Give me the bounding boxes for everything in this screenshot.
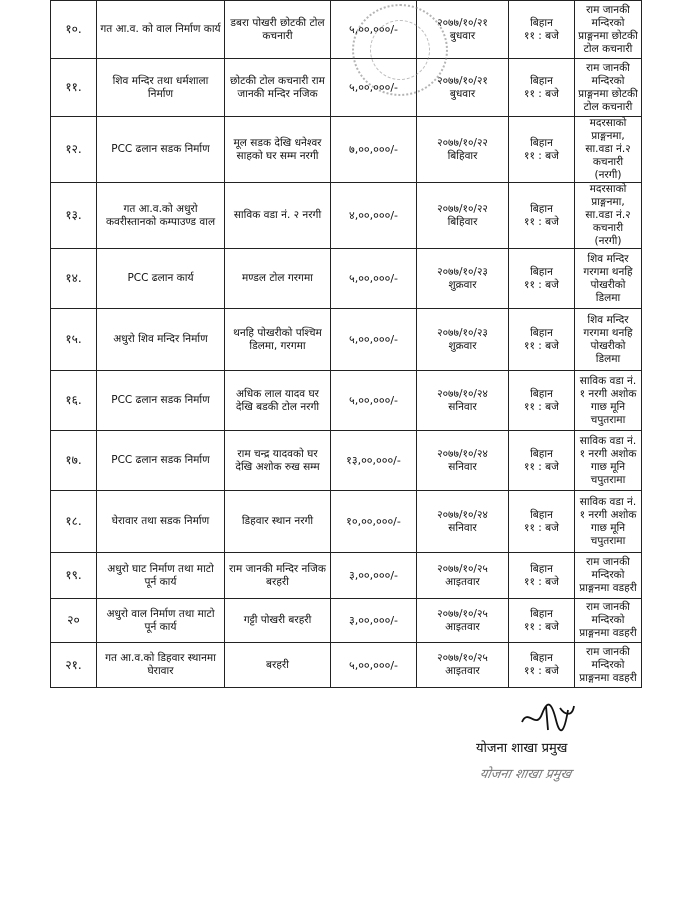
weekday-text: आइतवार <box>445 620 480 633</box>
location-cell: गट्टी पोखरी बरहरी <box>225 599 331 643</box>
serial-number-cell: १६. <box>51 371 97 431</box>
schedule-table <box>50 0 642 688</box>
handwritten-signature <box>518 700 578 736</box>
project-name-cell: गत आ.व.को अधुरो कवरीस्तानको कम्पाउण्ड वाल <box>97 183 225 249</box>
venue-cell: राम जानकी मन्दिरको प्राङ्गनमा वडहरी <box>575 599 642 643</box>
signatory-stamp-text: योजना शाखा प्रमुख <box>478 767 573 782</box>
amount-cell: १०,००,०००/- <box>331 491 417 553</box>
venue-cell: शिव मन्दिर गरगमा थनहि पोखरीको डिलमा <box>575 309 642 371</box>
weekday-text: बुधवार <box>449 87 476 100</box>
project-name-cell: PCC ढलान सडक निर्माण <box>97 371 225 431</box>
time-period-text: बिहान <box>530 265 553 278</box>
date-text: २०७७/१०/२२ <box>437 136 488 149</box>
serial-number-cell: १९. <box>51 553 97 599</box>
location-cell: थनहि पोखरीको पश्चिम डिलमा, गरगमा <box>225 309 331 371</box>
venue-cell: मदरसाको प्राङ्गनमा, सा.वडा नं.२ कचनारी (नरगी) <box>575 117 642 183</box>
date-cell <box>417 371 509 431</box>
serial-number-cell: १०. <box>51 1 97 59</box>
time-hour-text: ११ : बजे <box>524 400 559 413</box>
weekday-text: सनिवार <box>448 521 477 534</box>
time-hour-text: ११ : बजे <box>524 665 559 677</box>
venue-cell: शिव मन्दिर गरगमा थनहि पोखरीको डिलमा <box>575 249 642 309</box>
location-cell: डिहवार स्थान नरगी <box>225 491 331 553</box>
location-cell: बरहरी <box>225 643 331 688</box>
weekday-text: आइतवार <box>445 665 480 677</box>
time-period-text: बिहान <box>530 74 553 87</box>
office-seal-stamp <box>352 4 448 96</box>
date-text: २०७७/१०/२३ <box>437 265 488 278</box>
weekday-text: बिहिवार <box>447 149 478 162</box>
time-period-text: बिहान <box>530 202 553 215</box>
date-cell <box>417 249 509 309</box>
time-cell <box>509 59 575 117</box>
table-row <box>51 1 642 59</box>
time-cell <box>509 183 575 249</box>
serial-number-cell: १५. <box>51 309 97 371</box>
table-row <box>51 309 642 371</box>
amount-cell: ५,००,०००/- <box>331 249 417 309</box>
venue-cell: साविक वडा नं. १ नरगी अशोक गाछ मूनि चपुतरामा <box>575 371 642 431</box>
location-cell: साविक वडा नं. २ नरगी <box>225 183 331 249</box>
venue-cell: राम जानकी मन्दिरको प्राङ्गनमा वडहरी <box>575 643 642 688</box>
project-name-cell: PCC ढलान सडक निर्माण <box>97 117 225 183</box>
amount-cell: ३,००,०००/- <box>331 553 417 599</box>
date-cell <box>417 599 509 643</box>
project-name-cell: शिव मन्दिर तथा धर्मशाला निर्माण <box>97 59 225 117</box>
amount-cell: ५,००,०००/- <box>331 371 417 431</box>
time-cell <box>509 431 575 491</box>
venue-cell: राम जानकी मन्दिरको प्राङ्गनमा छोटकी टोल कचनारी <box>575 1 642 59</box>
time-hour-text: ११ : बजे <box>524 575 559 588</box>
time-hour-text: ११ : बजे <box>524 87 559 100</box>
time-hour-text: ११ : बजे <box>524 278 559 291</box>
serial-number-cell: १३. <box>51 183 97 249</box>
time-period-text: बिहान <box>530 562 553 575</box>
amount-cell: ५,००,०००/- <box>331 59 417 117</box>
time-period-text: बिहान <box>530 326 553 339</box>
amount-cell: ४,००,०००/- <box>331 183 417 249</box>
date-text: २०७७/१०/२२ <box>437 202 488 215</box>
venue-cell: साविक वडा नं. १ नरगी अशोक गाछ मूनि चपुतरामा <box>575 491 642 553</box>
serial-number-cell: १७. <box>51 431 97 491</box>
serial-number-cell: २१. <box>51 643 97 688</box>
project-name-cell: गत आ.व.को डिहवार स्थानमा घेरावार <box>97 643 225 688</box>
table-row <box>51 59 642 117</box>
serial-number-cell: ११. <box>51 59 97 117</box>
venue-cell: मदरसाको प्राङ्गनमा, सा.वडा नं.२ कचनारी (नरगी) <box>575 183 642 249</box>
signatory-title: योजना शाखा प्रमुख <box>476 741 568 756</box>
table-row <box>51 117 642 183</box>
date-cell <box>417 309 509 371</box>
project-name-cell: घेरावार तथा सडक निर्माण <box>97 491 225 553</box>
table-row <box>51 371 642 431</box>
amount-cell: १३,००,०००/- <box>331 431 417 491</box>
time-cell <box>509 553 575 599</box>
venue-cell: राम जानकी मन्दिरको प्राङ्गनमा छोटकी टोल कचनारी <box>575 59 642 117</box>
serial-number-cell: २० <box>51 599 97 643</box>
venue-cell: साविक वडा नं. १ नरगी अशोक गाछ मूनि चपुतरामा <box>575 431 642 491</box>
serial-number-cell: १८. <box>51 491 97 553</box>
weekday-text: बुधवार <box>449 29 476 42</box>
table-row <box>51 431 642 491</box>
time-hour-text: ११ : बजे <box>524 339 559 352</box>
location-cell: छोटकी टोल कचनारी राम जानकी मन्दिर नजिक <box>225 59 331 117</box>
table-row <box>51 249 642 309</box>
date-text: २०७७/१०/२५ <box>437 652 488 664</box>
location-cell: अधिक लाल यादव घर देखि बडकी टोल नरगी <box>225 371 331 431</box>
weekday-text: सनिवार <box>448 460 477 473</box>
project-name-cell: गत आ.व. को वाल निर्माण कार्य <box>97 1 225 59</box>
date-text: २०७७/१०/२४ <box>437 447 488 460</box>
weekday-text: शुक्रवार <box>448 339 477 352</box>
serial-number-cell: १४. <box>51 249 97 309</box>
time-cell <box>509 117 575 183</box>
project-name-cell: अधुरो शिव मन्दिर निर्माण <box>97 309 225 371</box>
time-hour-text: ११ : बजे <box>524 521 559 534</box>
project-name-cell: अधुरो घाट निर्माण तथा माटो पूर्न कार्य <box>97 553 225 599</box>
table-row <box>51 599 642 643</box>
date-text: २०७७/१०/२१ <box>437 74 488 87</box>
project-name-cell: PCC ढलान कार्य <box>97 249 225 309</box>
time-period-text: बिहान <box>530 607 553 620</box>
amount-cell: ५,००,०००/- <box>331 643 417 688</box>
table-row <box>51 553 642 599</box>
date-cell <box>417 491 509 553</box>
time-cell <box>509 249 575 309</box>
time-cell <box>509 1 575 59</box>
time-hour-text: ११ : बजे <box>524 460 559 473</box>
time-period-text: बिहान <box>530 136 553 149</box>
time-hour-text: ११ : बजे <box>524 29 559 42</box>
serial-number-cell: १२. <box>51 117 97 183</box>
date-text: २०७७/१०/२५ <box>437 607 488 620</box>
time-period-text: बिहान <box>530 652 553 664</box>
time-period-text: बिहान <box>530 387 553 400</box>
time-hour-text: ११ : बजे <box>524 149 559 162</box>
time-cell <box>509 491 575 553</box>
date-cell <box>417 183 509 249</box>
amount-cell: ३,००,०००/- <box>331 599 417 643</box>
time-period-text: बिहान <box>530 508 553 521</box>
time-hour-text: ११ : बजे <box>524 215 559 228</box>
location-cell: डबरा पोखरी छोटकी टोल कचनारी <box>225 1 331 59</box>
date-cell <box>417 117 509 183</box>
date-text: २०७७/१०/२४ <box>437 508 488 521</box>
date-cell <box>417 553 509 599</box>
date-cell <box>417 431 509 491</box>
time-cell <box>509 309 575 371</box>
location-cell: मण्डल टोल गरगमा <box>225 249 331 309</box>
time-period-text: बिहान <box>530 447 553 460</box>
table-row <box>51 183 642 249</box>
date-cell <box>417 643 509 688</box>
amount-cell: ५,००,०००/- <box>331 1 417 59</box>
time-cell <box>509 643 575 688</box>
date-text: २०७७/१०/२३ <box>437 326 488 339</box>
time-cell <box>509 371 575 431</box>
date-text: २०७७/१०/२५ <box>437 562 488 575</box>
project-name-cell: PCC ढलान सडक निर्माण <box>97 431 225 491</box>
location-cell: राम चन्द्र यादवको घर देखि अशोक रुख सम्म <box>225 431 331 491</box>
time-cell <box>509 599 575 643</box>
date-text: २०७७/१०/२१ <box>437 16 488 29</box>
table-row <box>51 643 642 688</box>
time-hour-text: ११ : बजे <box>524 620 559 633</box>
time-period-text: बिहान <box>530 16 553 29</box>
location-cell: मूल सडक देखि धनेश्वर साहको घर सम्म नरगी <box>225 117 331 183</box>
weekday-text: बिहिवार <box>447 215 478 228</box>
table-row <box>51 491 642 553</box>
weekday-text: शुक्रवार <box>448 278 477 291</box>
amount-cell: ७,००,०००/- <box>331 117 417 183</box>
location-cell: राम जानकी मन्दिर नजिक बरहरी <box>225 553 331 599</box>
project-name-cell: अधुरो वाल निर्माण तथा माटो पूर्न कार्य <box>97 599 225 643</box>
weekday-text: सनिवार <box>448 400 477 413</box>
venue-cell: राम जानकी मन्दिरको प्राङ्गनमा वडहरी <box>575 553 642 599</box>
date-text: २०७७/१०/२४ <box>437 387 488 400</box>
amount-cell: ५,००,०००/- <box>331 309 417 371</box>
weekday-text: आइतवार <box>445 575 480 588</box>
